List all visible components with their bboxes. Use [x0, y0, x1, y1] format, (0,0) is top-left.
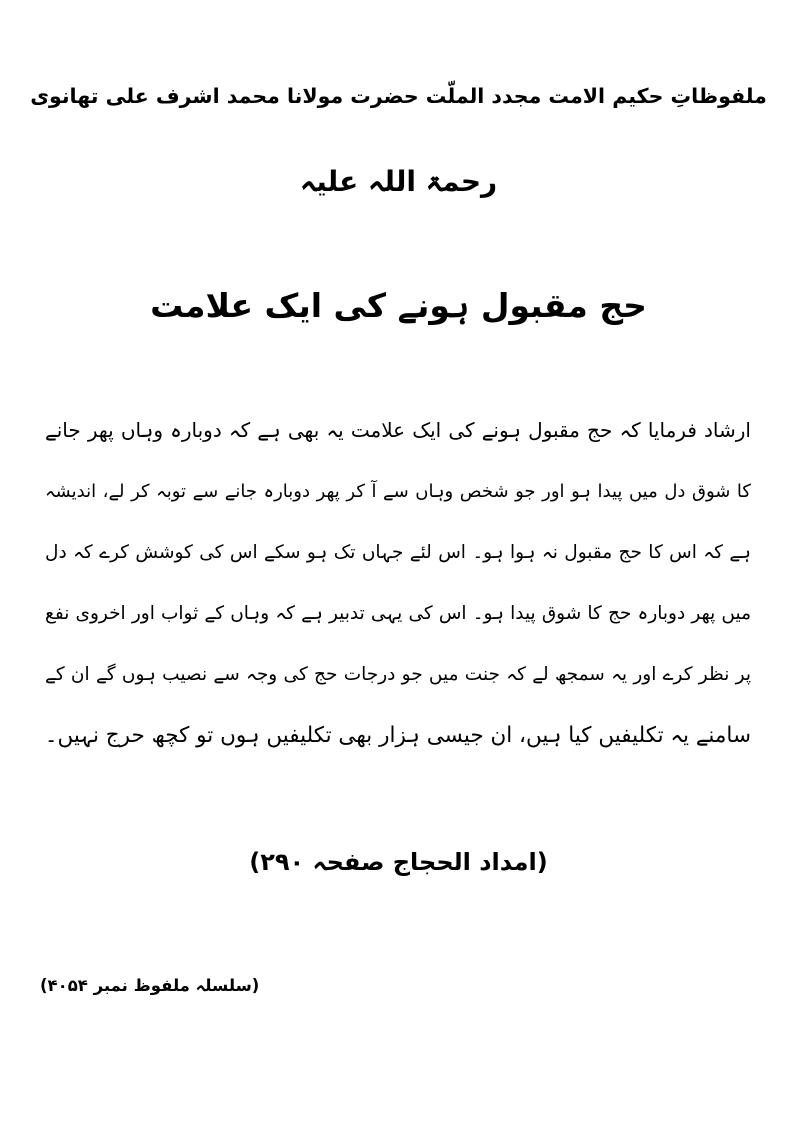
body-line: ارشاد فرمایا کہ حج مقبول ہونے کی ایک علامت یہ بھی ہے کہ دوبارہ وہاں پھر جانے [45, 418, 751, 442]
page-title-honorific: رحمۃ اللہ علیہ [299, 165, 498, 198]
source-reference: (امداد الحجاج صفحہ ۲۹۰) [249, 848, 548, 876]
body-line: ہے کہ اس کا حج مقبول نہ ہوا ہو۔ اس لئے جہاں تک ہو سکے اس کی کوشش کرے کہ دل [45, 542, 751, 563]
page-title: ملفوظاتِ حکیم الامت مجدد الملّت حضرت مولانا محمد اشرف علی تھانوی [30, 84, 767, 108]
body-paragraph [45, 400, 751, 766]
body-line: کا شوق دل میں پیدا ہو اور جو شخص وہاں سے آ کر پھر دوبارہ جانے سے توبہ کر لے، اندیشہ [45, 481, 751, 502]
series-number: (سلسلہ ملفوظ نمبر ۴۰۵۴) [40, 976, 260, 995]
body-line: سامنے یہ تکلیفیں کیا ہیں، ان جیسی ہزار بھی تکلیفیں ہوں تو کچھ حرج نہیں۔ [45, 723, 751, 748]
body-line: میں پھر دوبارہ حج کا شوق پیدا ہو۔ اس کی یہی تدبیر ہے کہ وہاں کے ثواب اور اخروی نفع [45, 603, 751, 624]
body-line: پر نظر کرے اور یہ سمجھ لے کہ جنت میں جو درجات حج کی وجہ سے نصیب ہوں گے ان کے [45, 664, 751, 685]
section-heading: حج مقبول ہونے کی ایک علامت [150, 286, 647, 325]
